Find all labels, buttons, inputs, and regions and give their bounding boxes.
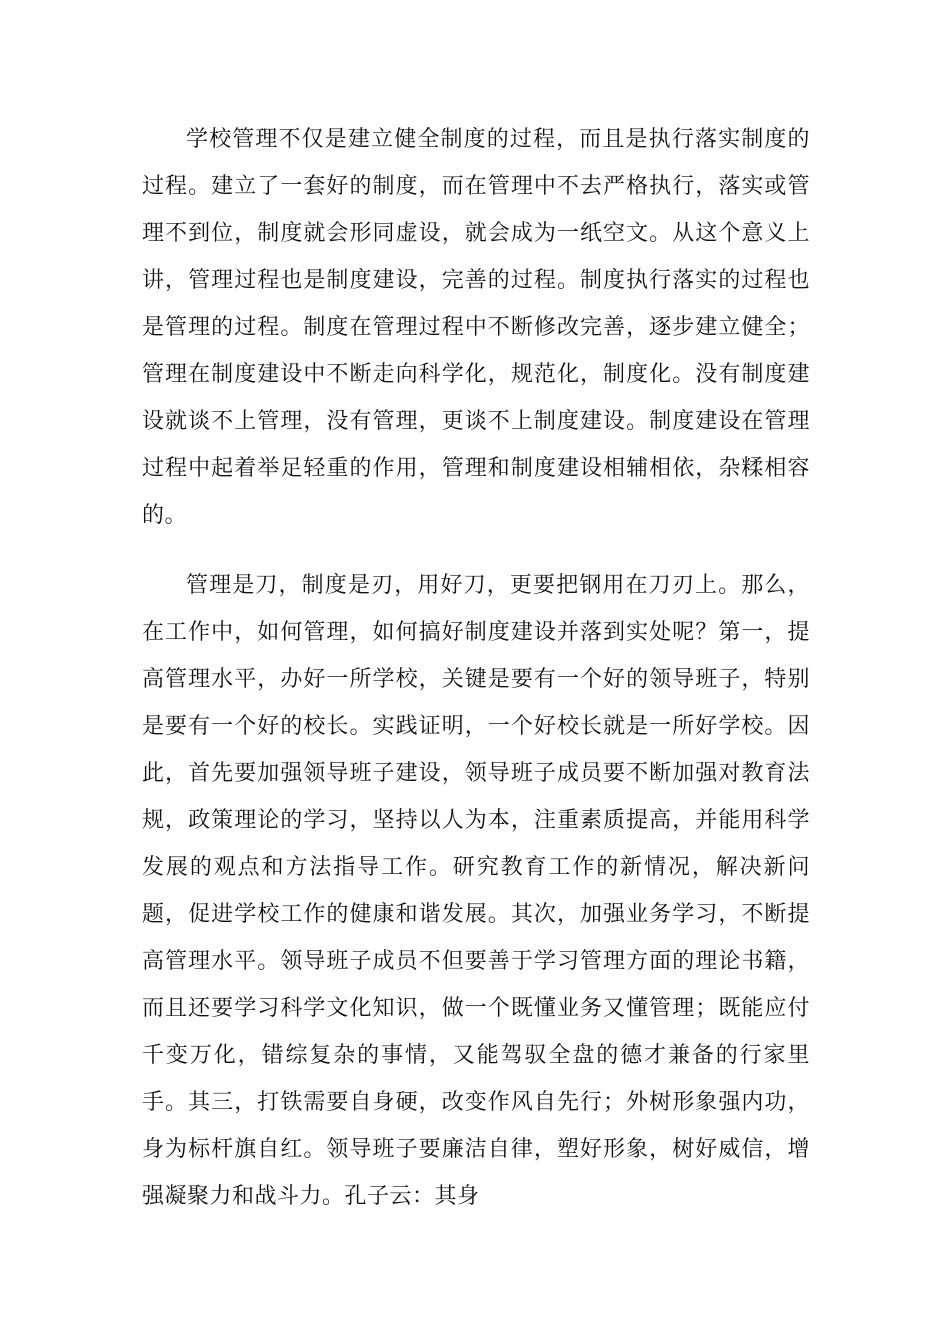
paragraph-2: 管理是刀，制度是刃，用好刀，更要把钢用在刀刃上。那么，在工作中，如何管理，如何搞好制度建设并落到实处呢？第一，提高管理水平，办好一所学校，关键是要有一个好的领导班子，特别是要有一个好的校长。实践证明，一个好校长就是一所好学校。因此，首先要加强领导班子建设，领导班子成员要不断加强对教育法规，政策理论的学习，坚持以人为本，注重素质提高，并能用科学发展的观点和方法指导工作。研究教育工作的新情况，解决新问题，促进学校工作的健康和谐发展。其次，加强业务学习，不断提高管理水平。领导班子成员不但要善于学习管理方面的理论书籍，而且还要学习科学文化知识，做一个既懂业务又懂管理；既能应付千变万化，错综复杂的事情，又能驾驭全盘的德才兼备的行家里手。其三，打铁需要自身硬，改变作风自先行；外树形象强内功，身为标杆旗自红。领导班子要廉洁自律，塑好形象，树好威信，增强凝聚力和战斗力。孔子云：其身 [142, 573, 810, 1209]
paragraph-1: 学校管理不仅是建立健全制度的过程，而且是执行落实制度的过程。建立了一套好的制度，而在管理中不去严格执行，落实或管理不到位，制度就会形同虚设，就会成为一纸空文。从这个意义上讲，管理过程也是制度建设，完善的过程。制度执行落实的过程也是管理的过程。制度在管理过程中不断修改完善，逐步建立健全；管理在制度建设中不断走向科学化，规范化，制度化。没有制度建设就谈不上管理，没有管理，更谈不上制度建设。制度建设在管理过程中起着举足轻重的作用，管理和制度建设相辅相依，杂糅相容的。 [142, 127, 810, 528]
